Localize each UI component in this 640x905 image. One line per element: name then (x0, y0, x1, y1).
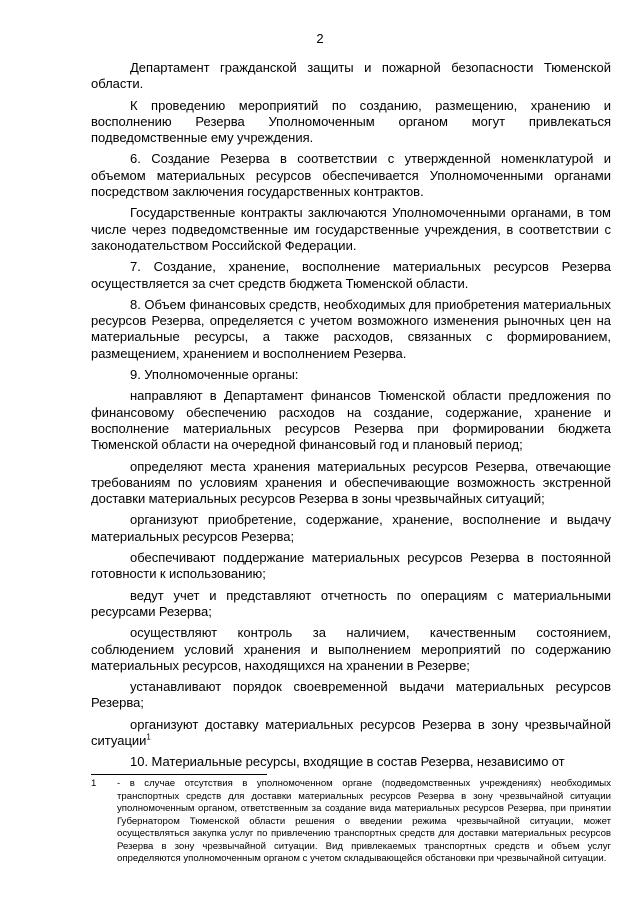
paragraph-item-7: 7. Создание, хранение, восполнение материальных ресурсов Резерва осуществляется за счет средств бюджета Тюменской области. (91, 259, 611, 291)
paragraph-delivery (91, 717, 611, 750)
paragraph-readiness: обеспечивают поддержание материальных ресурсов Резерва в постоянной готовности к использованию; (91, 550, 611, 582)
paragraph-department: Департамент гражданской защиты и пожарной безопасности Тюменской области. (91, 60, 611, 92)
paragraph-item-8: 8. Объем финансовых средств, необходимых для приобретения материальных ресурсов Резерва, определяется с учетом возможного изменения рыночных цен на материальные ресурсы, а также расходов, связанных с формированием, размещением, хранением и восполнением Резерва. (91, 296, 611, 361)
footnote-separator (91, 774, 267, 775)
paragraph-item-9: 9. Уполномоченные органы: (130, 367, 299, 383)
page-number: 2 (316, 31, 324, 46)
footnote (91, 778, 611, 866)
paragraph-send-proposals: направляют в Департамент финансов Тюменской области предложения по финансовому обеспечению расходов на создание, содержание, хранение и восполнение материальных ресурсов Резерва при формировании бюджета Тюменской области на очередной финансовый год и плановый период; (91, 388, 611, 453)
paragraph-define-storage: определяют места хранения материальных ресурсов Резерва, отвечающие требованиям по условиям хранения и обеспечивающие возможность экстренной доставки материальных ресурсов Резерва в зоны чрезвычайных ситуаций; (91, 458, 611, 507)
paragraph-item-10: 10. Материальные ресурсы, входящие в состав Резерва, независимо от (130, 754, 565, 770)
paragraph-organize-purchase: организуют приобретение, содержание, хранение, восполнение и выдачу материальных ресурсов Резерва; (91, 512, 611, 544)
paragraph-subordinate-institutions: К проведению мероприятий по созданию, размещению, хранению и восполнению Резерва Уполномоченным органом могут привлекаться подведомственные ему учреждения. (91, 97, 611, 146)
footnote-reference[interactable]: 1 (146, 732, 151, 742)
paragraph-delivery-text: организуют доставку материальных ресурсов Резерва в зону чрезвычайной ситуации (91, 716, 611, 748)
paragraph-control: осуществляют контроль за наличием, качественным состоянием, соблюдением условий хранения и выполнением мероприятий по содержанию материальных ресурсов, находящихся на хранении в Резерве; (91, 625, 611, 673)
document-body (91, 60, 611, 776)
paragraph-item-6: 6. Создание Резерва в соответствии с утвержденной номенклатурой и объемом материальных ресурсов обеспечивается Уполномоченными органами посредством заключения государственных контрактов. (91, 151, 611, 200)
footnote-text: - в случае отсутствия в уполномоченном органе (подведомственных учреждениях) необходимых транспортных средств для доставки материальных ресурсов Резерва в зону чрезвычайной ситуации уполномоченным органом, ответственным за создание вида материальных ресурсов Резерва, при принятии Губернатором Тюменской области решения о введении режима чрезвычайной ситуации, может осуществляться закупка услуг по привлечению транспортных средств для доставки материальных ресурсов Резерва в зону чрезвычайной ситуации. Вид привлекаемых транспортных средств и объем услуг определяются уполномоченным органом с учетом складывающейся обстановки при чрезвычайной ситуации. (117, 778, 611, 864)
paragraph-accounting: ведут учет и представляют отчетность по операциям с материальными ресурсами Резерва; (91, 587, 611, 619)
paragraph-issue-order: устанавливают порядок своевременной выдачи материальных ресурсов Резерва; (91, 679, 611, 711)
paragraph-state-contracts: Государственные контракты заключаются Уполномоченными органами, в том числе через подведомственные им государственные учреждения, в соответствии с законодательством Российской Федерации. (91, 205, 611, 253)
footnote-number: 1 (91, 778, 97, 789)
